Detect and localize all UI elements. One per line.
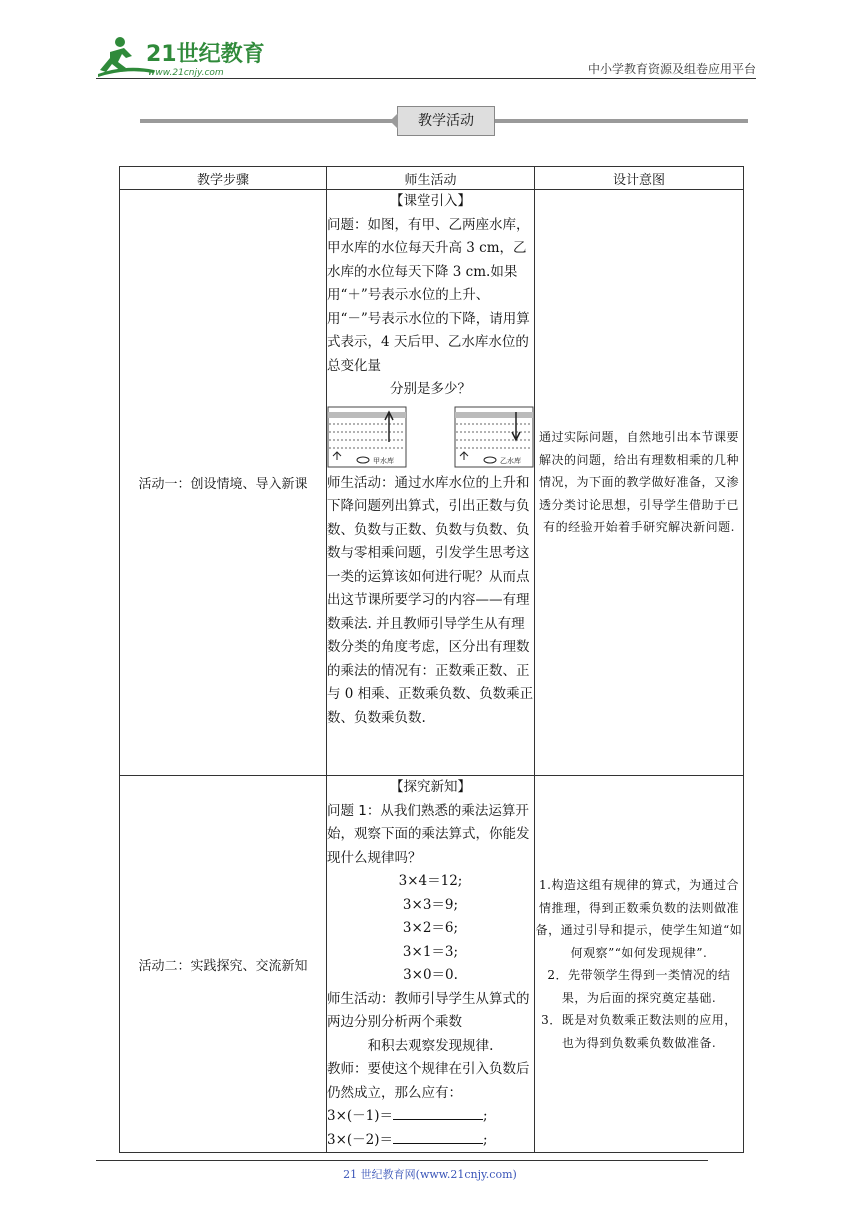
equation: 3×1＝3; <box>402 943 459 960</box>
platform-slogan: 中小学教育资源及组卷应用平台 <box>587 62 756 76</box>
table-row <box>120 776 744 1153</box>
activity-end: 和积去观察发现规律. <box>367 1037 494 1054</box>
activity-title: 【课堂引入】 <box>390 193 471 209</box>
table-header-row <box>120 167 744 190</box>
reservoir-figures <box>327 406 534 470</box>
answer-blank[interactable] <box>393 1105 483 1120</box>
problem-text: 问题 1：从我们熟悉的乘法运算开始，观察下面的乘法算式，你能发现什么规律吗？ <box>327 802 530 866</box>
step-cell: 活动一：创设情境、导入新课 <box>120 190 327 776</box>
section-title: 教学活动 <box>397 106 495 136</box>
activity-cell <box>327 190 535 776</box>
footer-divider <box>96 1160 708 1161</box>
logo-text: 21世纪教育 <box>146 42 265 67</box>
design-cell <box>535 776 744 1153</box>
reservoir-b-figure <box>454 406 534 468</box>
design-point: 1.构造这组有规律的算式，为通过合情推理，得到正数乘负数的法则做准备，通过引导和提示，使学生知道“如何观察”“如何发现规律”. <box>535 878 743 960</box>
header-divider <box>96 78 756 79</box>
design-point: 2．先带领学生得到一类情况的结果，为后面的探究奠定基础. <box>547 968 731 1005</box>
equation: 3×0＝0. <box>403 967 458 983</box>
equation: 3×2＝6; <box>402 920 459 936</box>
activity-title: 【探究新知】 <box>390 779 471 795</box>
header-step: 教学步骤 <box>120 167 327 190</box>
teacher-student-activity: 师生活动：教师引导学生从算式的两边分别分析两个乘数 <box>327 990 530 1030</box>
reservoir-a-figure <box>327 406 407 468</box>
activity-cell <box>327 776 535 1153</box>
problem-end: 分别是多少？ <box>390 381 471 397</box>
logo-url: www.21cnjy.com <box>148 68 224 78</box>
problem-label: 问题 1 <box>327 802 367 819</box>
table-row <box>120 190 744 776</box>
problem-text: 问题：如图，有甲、乙两座水库，甲水库的水位每天升高 3 cm，乙水库的水位每天下降 3 cm.如果用“＋”号表示水位的上升、用“－”号表示水位的下降，请用算式表示，4 天后甲、乙水库水位的总变化量 <box>327 216 530 374</box>
blank-equation: 3×(－2)＝ ; <box>327 1129 534 1153</box>
design-cell: 通过实际问题，自然地引出本节课要解决的问题，给出有理数相乘的几种情况，为下面的教学做好准备，又渗透分类讨论思想，引导学生借助于已有的经验开始着手研究解决新问题. <box>535 190 744 776</box>
teacher-text: 教师：要使这个规律在引入负数后仍然成立，那么应有： <box>327 1061 530 1101</box>
equation: 3×4＝12; <box>398 873 463 889</box>
header-activity: 师生活动 <box>327 167 535 190</box>
site-logo <box>96 34 266 80</box>
activity-label: 师生活动 <box>327 990 381 1007</box>
lesson-table <box>119 166 744 1153</box>
blank-equation: 3×(－1)＝ ; <box>327 1105 534 1129</box>
activity-text: ：通过水库水位的上升和下降问题列出算式，引出正数与负数、负数与正数、负数与负数、负数与零相乘问题，引发学生思考这一类的运算该如何进行呢？从而点出这节课所要学习的内容——有理数乘法. 并且教师引导学生从有理数分类的角度考虑，区分出有理数的乘法的情况有：正数乘正数、正与 0 相乘、正数乘负数、负数乘正数、负数乘负数. <box>327 474 534 726</box>
reservoir-b-label: 乙水库 <box>500 456 521 465</box>
teacher-student-activity <box>327 472 534 731</box>
equation: 3×3＝9; <box>402 896 459 913</box>
header-design: 设计意图 <box>535 167 744 190</box>
footer-text: 21 世纪教育网(www.21cnjy.com) <box>343 1168 517 1181</box>
step-cell: 活动二：实践探究、交流新知 <box>120 776 327 1153</box>
design-point: 3．既是对负数乘正数法则的应用，也为得到负数乘负数做准备. <box>541 1013 737 1050</box>
activity-label: 师生活动 <box>327 474 381 491</box>
reservoir-a-label: 甲水库 <box>373 456 394 465</box>
answer-blank[interactable] <box>393 1129 483 1144</box>
